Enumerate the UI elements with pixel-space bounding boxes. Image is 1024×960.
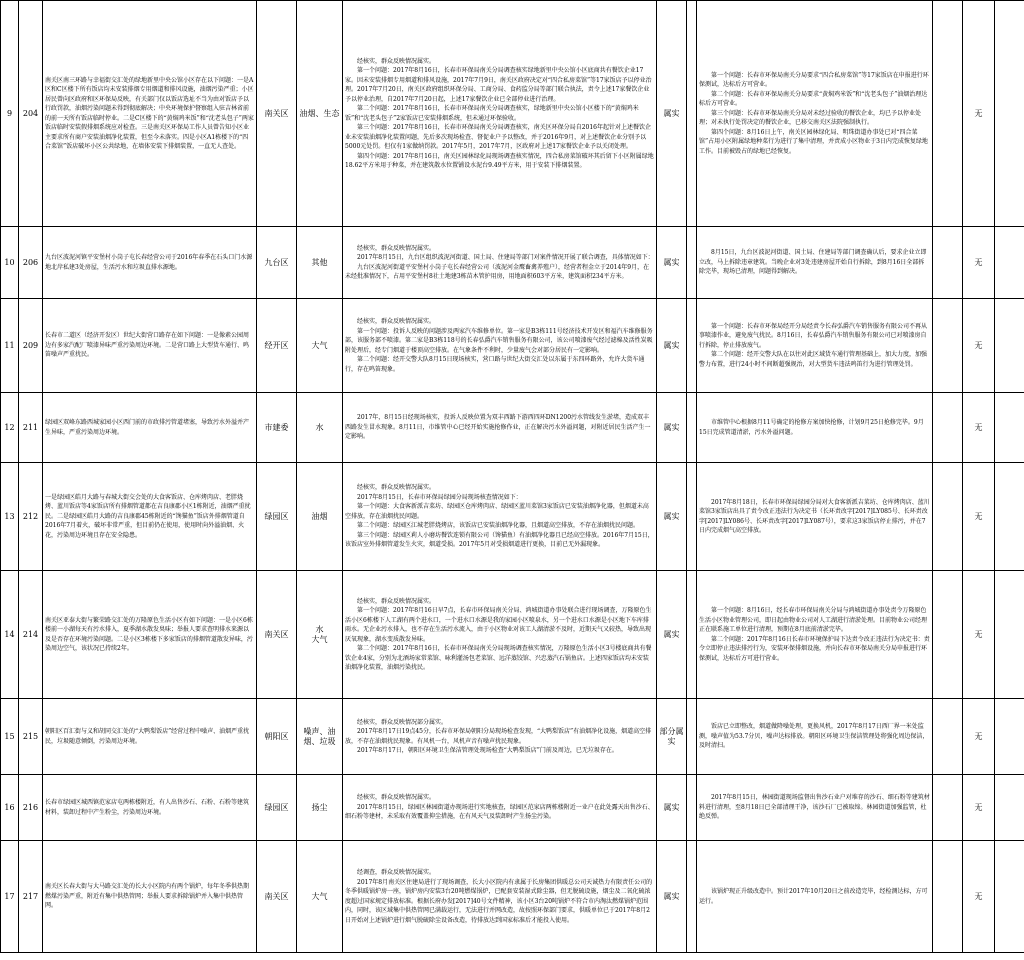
table-row — [1, 699, 1024, 775]
blank-cell — [687, 227, 697, 299]
district-cell: 南关区 — [257, 1, 297, 227]
remark-cell: 无 — [963, 841, 995, 953]
blank-cell — [995, 299, 1024, 393]
finding-paragraph: 第三个问题：2017年8月16日，长春市环保局南关分局调查核实，南关区环保分局自2016年起针对上述餐饮企业未安装油烟净化装置问题，先后多次现场检查、督促业户予以整改，并于2016年9月，对上述餐饮企业分别予以5000元处罚。但仅有1家做纳罚款。2017年5月，2017年7月，区政府对上述17家餐饮企业予以关闭处理。 — [345, 124, 651, 150]
finding-paragraph: 九台区波泥河街道平安堡村小岗子屯长春经营公司（波泥河金鹰畜禽养殖户），经营者程金立于2014年9月，在未经批准情况下，占用平安堡村8社土地建3栋苗木管护用房，用地面积603平方米，建筑面积234平方米。 — [345, 263, 650, 280]
action-paragraph: 第二个问题：经开交警大队在以往对此区域货车通行管理基础上，加大力度，加强警力布置，进行24小时不间断超强规治，对大型货车违法鸣笛行为进行管理处罚。 — [699, 351, 928, 368]
district-cell: 市建委 — [257, 393, 297, 463]
blank-cell — [995, 699, 1024, 775]
verdict-cell: 属实 — [657, 299, 687, 393]
finding-paragraph: 2017年8月南关区住建局进行了现场调查，长大小区院内有隶属于长房集团供暖总公司天诚热力有限责任公司的冬季供暖锅炉房一座，锅炉房内安装3台20吨燃煤锅炉，已配套安装湿式除尘器，但无脱硫设施，烟尘及二氧化硫浓度超过国家规定排放标准。根据长府办发[2017]40号文件精神，该小区3台20吨锅炉不符合市内淘汰燃煤锅炉范围内，同时，该区域集中供热管网已满载运行，无法进行并网改造，故按照环保部门要求，供暖单位已于2017年8月2日开始对上述锅炉进行烟气脱硫除尘设备改造，待排放达到国家标准后才能投入使用。 — [345, 878, 653, 924]
investigation-findings — [343, 775, 657, 841]
finding-paragraph: 2017年，8月15日经现场核实，投诉人反映位置为双丰西路下游西四环DN1200污水管线发生淤堵，造成双丰西路发生冒水现象。8月11日，市维管中心已经开始实施抢修作业，正在解决污水外溢问题，对附近居民生活产生一定影响。 — [345, 414, 651, 441]
action-paragraph: 第一个问题：长春市环保局经开分局经责令长春弘爵汽车销售服务有限公司不再从事喷漆作业，避免废气扰民。8月16日，长春弘爵汽车销售服务有限公司已对喷漆房自行拆除，停止排放废气。 — [699, 322, 928, 349]
district-cell: 绿园区 — [257, 775, 297, 841]
action-paragraph: 2017年8月15日，林园街道现场监督出售沙石业户对堆存的沙石、细石粉等建筑材料进行清理，至8月18日已全部清理干净，该沙石厂已被取缔。林园街道加强监管，杜绝反弹。 — [699, 794, 930, 821]
blank-cell — [687, 775, 697, 841]
finding-paragraph: 第一个问题：投诉人反映的问题涉及两家汽车维修单位。第一家是B3栋111号经济技术开发区和福汽车维修服务部，该服务部不喷漆。第二家是B3栋118号的长春弘爵汽车销售服务有限公司，该公司喷漆废气经过滤棉及活性炭吸附处理后，经专门烟道于楼顶高空排放。在气象条件不利时，少量废气会对部分居民有一定影响。 — [345, 327, 653, 354]
row-number: 17 — [1, 841, 19, 953]
remark-cell: 无 — [963, 299, 995, 393]
handling-actions — [697, 571, 933, 699]
blank-cell — [995, 393, 1024, 463]
handling-actions — [697, 463, 933, 571]
complaint-text: 一是绿园区皓月大路与春城大街交会处的大食客饭店、仓库烤肉店、老胖烧烤、蓝川饭店等4家饭店所有排烟管道都在吉良康郡小区1栋附近，油烟严重扰民。二是绿园区皓月大路的吉良康郡45栋附近的“馋猫鱼”饭店外排烟管道自2016年7月着火，破坏非常严重，但目前仍在使用，使用时向外溢油烟、火花，污染周边环境且存在安全隐患。 — [43, 463, 257, 571]
pollution-type: 大气 — [297, 299, 343, 393]
pollution-type: 油烟 — [297, 463, 343, 571]
pollution-type: 水 — [297, 393, 343, 463]
complaint-text: 长春市绿园区城西镇范家店屯两栋楼附近，有人出售沙石、石粉、石粉等建筑材料，装卸过程中产生粉尘，污染周边环境。 — [43, 775, 257, 841]
pollution-type: 大气 — [297, 841, 343, 953]
complaint-text: 九台区波泥河镇平安堡村小岗子屯长春经营公司于2016年春季在石头口门水源地北岸私建3处房屋，生活污水和垃圾直排水源地。 — [43, 227, 257, 299]
table-row — [1, 463, 1024, 571]
blank-cell — [995, 463, 1024, 571]
case-id: 212 — [19, 463, 43, 571]
district-cell: 绿园区 — [257, 463, 297, 571]
blank-cell — [687, 299, 697, 393]
finding-paragraph: 经调查，群众反映情况属实。 — [357, 869, 436, 876]
finding-paragraph: 经核实，群众反映情况属实。 — [357, 318, 436, 325]
blank-cell — [687, 571, 697, 699]
action-paragraph: 该锅炉现正升级改造中。预计2017年10月20日之前改造完毕，经检测达标，方可运行。 — [699, 888, 928, 905]
pollution-type: 噪声、油烟、垃圾 — [297, 699, 343, 775]
table-body — [1, 1, 1024, 953]
blank-cell — [933, 1, 963, 227]
row-number: 10 — [1, 227, 19, 299]
table-row — [1, 1, 1024, 227]
table-row — [1, 775, 1024, 841]
handling-actions — [697, 841, 933, 953]
blank-cell — [995, 775, 1024, 841]
case-id: 214 — [19, 571, 43, 699]
finding-paragraph: 经核实，群众反映情况属实。 — [357, 484, 436, 492]
finding-paragraph: 第二个问题：经开交警大队8月15日现场核实，营口路与世纪大街交汇处以东属于东四环路外，允许大货车通行，存在鸣笛现象。 — [345, 356, 645, 373]
pollution-type: 油烟、生态 — [297, 1, 343, 227]
handling-actions — [697, 775, 933, 841]
finding-paragraph: 经核实，群众反映情况属实。 — [357, 244, 436, 252]
blank-cell — [933, 841, 963, 953]
table-row — [1, 841, 1024, 953]
complaint-text: 南关区南三环路与幸福街交汇处的绿地新里中央公馆小区存在以下问题：一是A区和C区楼下所有饭店均未安装排烟专用烟道和排风设施，油烟污染严重；小区居民曾向区政府和区环保局反映，有关部门仅以饭店选址不当为由对饭店予以行政罚款，油烟污染问题未得到彻底解决；中央环境保护督察组入驻吉林省前的前一天所有饭店临时停业。二是C区楼下的“黄焖鸡米饭”和“沈老头包子”两家饭店临时安装假排烟系统应对检查。三是南关区环保局工作人员曾告知小区业主要求所有商户安装油烟净化装置，但至今未落实。四是小区A1栋楼下的“四合菜馆”饭店破坏小区公共绿地，在墙体安装下排烟装置，一直无人查处。 — [43, 1, 257, 227]
case-id: 211 — [19, 393, 43, 463]
verdict-cell: 部分属实 — [657, 699, 687, 775]
handling-actions — [697, 1, 933, 227]
investigation-findings — [343, 1, 657, 227]
district-cell: 九台区 — [257, 227, 297, 299]
blank-cell — [687, 393, 697, 463]
blank-cell — [933, 227, 963, 299]
blank-cell — [995, 1, 1024, 227]
district-cell: 南关区 — [257, 841, 297, 953]
finding-paragraph: 经核实，群众反映情况属实。 — [357, 597, 436, 605]
blank-cell — [933, 775, 963, 841]
finding-paragraph: 第一个问题：2017年8月16日早7点，长春市环保局南关分局、鸿城街道办事处联合进行现场调查，万隆原色生活小区6栋楼下人工湖有两个进水口，一个进水口水源是我的家园小区喷泉水，另一个进水口水源是小区地下车库排雨水。无企业污水排入，也不存在生活污水流入，由于小区物业对该工人湖清淤不及时，近期天气又较热，导致出现厌氧现象，湖水变质散发异味。 — [345, 607, 652, 643]
blank-cell — [687, 463, 697, 571]
investigation-findings — [343, 841, 657, 953]
finding-paragraph: 经核实，群众反映情况属实。 — [357, 57, 436, 65]
verdict-cell: 属实 — [657, 571, 687, 699]
blank-cell — [995, 571, 1024, 699]
verdict-cell: 属实 — [657, 227, 687, 299]
finding-paragraph: 2017年8月15日，九台区组织波泥河街道、国土局、住建局等部门对案件情况开展了联合调查，具体情况如下： — [357, 254, 654, 261]
remark-cell: 无 — [963, 463, 995, 571]
pollution-type: 水 大气 — [297, 571, 343, 699]
blank-cell — [995, 841, 1024, 953]
complaint-text: 朝阳区百汇街与义和胡同交汇处的“大鸭梨饭店”经营过程中噪声、油烟严重扰民，垃圾随意倾倒，污染周边环境。 — [43, 699, 257, 775]
finding-paragraph: 第一个问题：2017年8月16日，长春市环保局南关分局调查核实绿地新里中央公馆小区底商共有餐饮企业17家。因未安装排烟专用烟道和排风设施，2017年7月9日，南关区政府决定对“四合私房菜馆”等17家饭店予以停业治理。2017年7月20日，南关区政府组织环保分局、工商分局、食药监分局等部门联合执法，责令上述17家餐饮企业予以停业治理，自2017年7月20日起，上述17家餐饮企业已全部停业进行治理。 — [345, 67, 652, 103]
handling-actions — [697, 699, 933, 775]
table-row — [1, 227, 1024, 299]
complaint-text: 南关区亚泰大街与繁荣路交汇处的万隆原色生活小区有如下问题：一是小区6栋楼前一小湖每天有污水排入，夏季湖水散发臭味；举报人要求查明排水来源以及是否存在环境污染问题。二是小区3栋楼下多家饭店的排烟管道散发异味，污染周边空气，该状况已持续2年。 — [43, 571, 257, 699]
finding-paragraph: 经核实，群众反映情况部分属实。 — [357, 718, 448, 726]
table-row — [1, 393, 1024, 463]
verdict-cell: 属实 — [657, 841, 687, 953]
remark-cell: 无 — [963, 227, 995, 299]
finding-paragraph: 2017年8月15日，绿园区林园街道办现场进行实地核查，绿园区范家店两栋楼附近一业户在此处露天出售沙石、细石粉等建材，未采取有效覆盖抑尘措施，在有风天气及装卸时产生扬尘污染。 — [345, 803, 654, 821]
table-row — [1, 299, 1024, 393]
case-id: 204 — [19, 1, 43, 227]
blank-cell — [995, 227, 1024, 299]
handling-actions — [697, 227, 933, 299]
verdict-cell: 属实 — [657, 463, 687, 571]
verdict-cell: 属实 — [657, 775, 687, 841]
investigation-findings — [343, 463, 657, 571]
row-number: 14 — [1, 571, 19, 699]
remark-cell: 无 — [963, 1, 995, 227]
complaint-text: 南关区长春大街与大马路交汇处的长大小区院内有两个锅炉，每年冬季供热期燃煤污染严重，附近有集中供热管网；举报人要求拆除锅炉并入集中供热管网。 — [43, 841, 257, 953]
finding-paragraph: 2017年8月15日，长春市环保局绿园分局现场核查情况如下： — [357, 493, 522, 501]
action-paragraph: 第二个问题：2017年8月16日长春市环境保护局下达责令改正违法行为决定书：责令立即停止违法排污行为，安装环保排烟设施，并向长春市环保局南关分局申报进行环保测试，达标后方可进行营业。 — [699, 635, 930, 662]
remark-cell: 无 — [963, 571, 995, 699]
finding-paragraph: 第二个问题：2017年8月16日，长春市环保局南关分局调查核实，绿地新里中央公馆小区楼下的“黄焖鸡米饭”和“沈老头包子”2家饭店已安装排烟系统，但未通过环保验收。 — [345, 105, 639, 122]
remark-cell: 无 — [963, 393, 995, 463]
finding-paragraph: 第二个问题：绿园区江城老胖烧烤店，该饭店已安装油烟净化器，且烟道高空排放，不存在油烟扰民问题。 — [357, 522, 640, 530]
action-paragraph: 第二个问题：长春市环保局南关分局要求“黄焖鸡米饭”和“沈老头包子”油烟治理达标后方可营业。 — [699, 90, 928, 108]
row-number: 9 — [1, 1, 19, 227]
investigation-findings — [343, 699, 657, 775]
pollution-type: 其他 — [297, 227, 343, 299]
action-paragraph: 第三个问题：长春市环保局南关分局对未经过验收的餐饮企业，均已予以停业处理；对未执行处罚决定的餐饮企业，已移交南关区法院强制执行。 — [699, 109, 922, 127]
finding-paragraph: 2017年8月17日19点45分，长春市环保局朝阳分局现场检查发现，“大鸭梨饭店”有油烟净化设施，烟道高空排放，不存在油烟扰民现象。有风机一台，风机声音有噪声扰民现象。 — [345, 728, 652, 745]
action-paragraph: 第四个问题：8月16日上午，南关区园林绿化局、明珠街道办事处已对“四合菜馆”占用小区附属绿地种菜行为进行了集中清理，并责成小区物业于3日内完成恢复绿地工作。目前被毁占的绿地已经恢复。 — [699, 128, 928, 155]
case-id: 206 — [19, 227, 43, 299]
blank-cell — [933, 463, 963, 571]
row-number: 13 — [1, 463, 19, 571]
row-number: 15 — [1, 699, 19, 775]
complaint-text: 绿园区双峰东路西城家园小区西门前的市政排污管道堵塞，导致污水外溢并产生异味，严重污染周边环境。 — [43, 393, 257, 463]
action-paragraph: 第一个问题：长春市环保局南关分局要求“四合私房菜馆”等17家饭店在申报进行环保测试，达标后方可营业。 — [699, 71, 929, 89]
handling-actions — [697, 299, 933, 393]
investigation-findings — [343, 227, 657, 299]
verdict-cell: 属实 — [657, 1, 687, 227]
verdict-cell: 属实 — [657, 393, 687, 463]
case-id: 215 — [19, 699, 43, 775]
action-paragraph: 第一个问题：8月16日，经长春市环保局南关分局与鸿城街道办事处责令万隆原色生活小区物业管理公司，即日起由物业公司对人工湖进行清淤处理。目前物业公司经理正在联系施工单位进行清理，预期在8月底前清淤完毕。 — [699, 607, 928, 633]
action-paragraph: 8月15日，九台区波泥河街道、国土局、住建局等部门调查确认后，要求企业立即立改，马上拆除违章建筑。当晚企业对3处违建房屋开始自行拆除，到8月16日全部拆除完毕，现场已清理，问题得到解决。 — [699, 249, 927, 276]
district-cell: 经开区 — [257, 299, 297, 393]
remark-cell: 无 — [963, 775, 995, 841]
complaint-text: 长春市二道区（经济开发区）世纪大街营口路存在如下问题：一是像素公园周边有多家汽配厂喷漆异味严重污染周边环境。二是营口路上大型货车通行、鸣笛噪声严重扰民。 — [43, 299, 257, 393]
case-id: 209 — [19, 299, 43, 393]
finding-paragraph: 第三个问题：绿园区莉人小磨坊餐饮连锁有限公司（馋猫鱼）有油烟净化器且已经高空排放。2016年7月15日，该饭店室外排烟管道发生火灾，烟道受损。2017年5月对受损烟道进行更换，目前已无外漏现象。 — [345, 531, 654, 549]
row-number: 16 — [1, 775, 19, 841]
blank-cell — [687, 1, 697, 227]
district-cell: 朝阳区 — [257, 699, 297, 775]
blank-cell — [933, 299, 963, 393]
finding-paragraph: 经核实，群众反映情况属实。 — [357, 794, 436, 802]
case-id: 216 — [19, 775, 43, 841]
investigation-findings — [343, 299, 657, 393]
table-row — [1, 571, 1024, 699]
handling-actions — [697, 393, 933, 463]
investigation-findings — [343, 571, 657, 699]
finding-paragraph: 第一个问题：大食客新派吉菜坊、绿园区仓库烤肉店、绿园区蓝川菜馆3家饭店已安装油烟净化器，但烟道未高空排放，存在油烟扰民问题。 — [345, 503, 649, 520]
action-paragraph: 2017年8月18日，长春市环保局绿园分局对大食客新派吉菜坊、仓库烤肉店、蓝川菜馆3家饭店出具了责令改正违法行为决定书（长环责改字[2017]LY085号、长环责改字[2017]LY086号、长环责改字[2017]LY087号），要求这3家饭店停止排污，并在7日内完成烟气高空排放。 — [699, 498, 930, 534]
blank-cell — [933, 393, 963, 463]
blank-cell — [933, 699, 963, 775]
finding-paragraph: 第四个问题：2017年8月16日，南关区园林绿化局现场调查核实情况，四合私房菜馆破坏其后留下小区附属绿地18.62平方米用于种菜，并在建筑散水位置铺设水泥台9.49平方米，用于安装下排烟装置。 — [345, 152, 654, 169]
pollution-type: 扬尘 — [297, 775, 343, 841]
row-number: 12 — [1, 393, 19, 463]
finding-paragraph: 第二个问题：2017年8月16日，长春市环保局南关分局现场调查核实情况，万隆原色生活小区3号楼底商共有餐饮企业4家，分别为北酒场家常菜馆、咏利灌汤包老菜馆、远洋蒸饺馆、兴忠蒸汽石锅鱼店。上述四家饭店均未安装油烟净化装置，油烟污染扰民。 — [345, 645, 652, 671]
finding-paragraph: 2017年8月17日，朝阳区环境卫生保洁管理处现场检查“大鸭梨饭店”门前及周边，已无垃圾存在。 — [357, 747, 618, 754]
action-paragraph: 饭店已立即整改，烟道做降噪处理，更换风机，2017年8月17日西厂界一米处监测，噪声值为53.7分贝，噪声达标排放。朝阳区环境卫生保洁管理处将强化周边保洁，及时清扫。 — [699, 723, 929, 750]
blank-cell — [687, 841, 697, 953]
blank-cell — [687, 699, 697, 775]
investigation-findings — [343, 393, 657, 463]
district-cell: 南关区 — [257, 571, 297, 699]
action-paragraph: 市维管中心根据8月11号确定的抢修方案加快抢修，计划9月25日抢修完毕。9月15日完成管道清淤，污水外溢问题。 — [699, 419, 924, 436]
blank-cell — [933, 571, 963, 699]
case-id: 217 — [19, 841, 43, 953]
row-number: 11 — [1, 299, 19, 393]
remark-cell: 无 — [963, 699, 995, 775]
